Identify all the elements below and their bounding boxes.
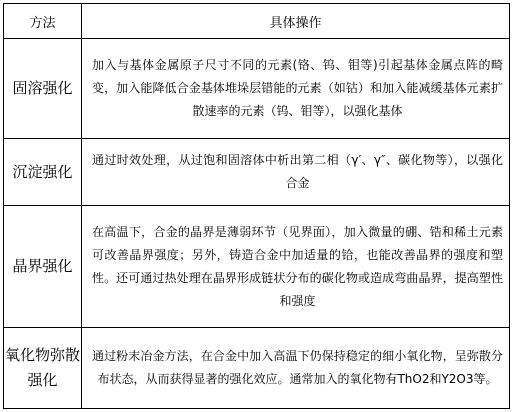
header-method: 方法 [4,4,82,39]
operation-cell: 在高温下，合金的晶界是薄弱环节（见界面），加入微量的硼、锆和稀土元素可改善晶界强度；另外，铸造合金中加适量的铪，也能改善晶界的强度和塑性。还可通过热处理在晶界形成链状分布的碳化物或造成弯曲晶界，提高塑性和强度 [82,206,510,328]
method-cell: 沉淀强化 [4,139,82,206]
header-operation: 具体操作 [82,4,510,39]
strengthening-methods-table [3,3,510,409]
table-row [4,206,510,328]
table-row [4,139,510,206]
table-row [4,328,510,409]
operation-cell: 通过粉末冶金方法，在合金中加入高温下仍保持稳定的细小氧化物，呈弥散分布状态，从而获得显著的强化效应。通常加入的氧化物有ThO2和Y2O3等。 [82,328,510,409]
operation-cell: 加入与基体金属原子尺寸不同的元素(铬、钨、钼等)引起基体金属点阵的畸变，加入能降低合金基体堆垛层错能的元素（如钴）和加入能减缓基体元素扩散速率的元素（钨、钼等），以强化基体 [82,39,510,139]
table-row [4,39,510,139]
table-header-row [4,4,510,39]
method-cell: 固溶强化 [4,39,82,139]
method-cell: 氧化物弥散强化 [4,328,82,409]
operation-cell: 通过时效处理，从过饱和固溶体中析出第二相（γ′、γ″、碳化物等），以强化合金 [82,139,510,206]
method-cell: 晶界强化 [4,206,82,328]
